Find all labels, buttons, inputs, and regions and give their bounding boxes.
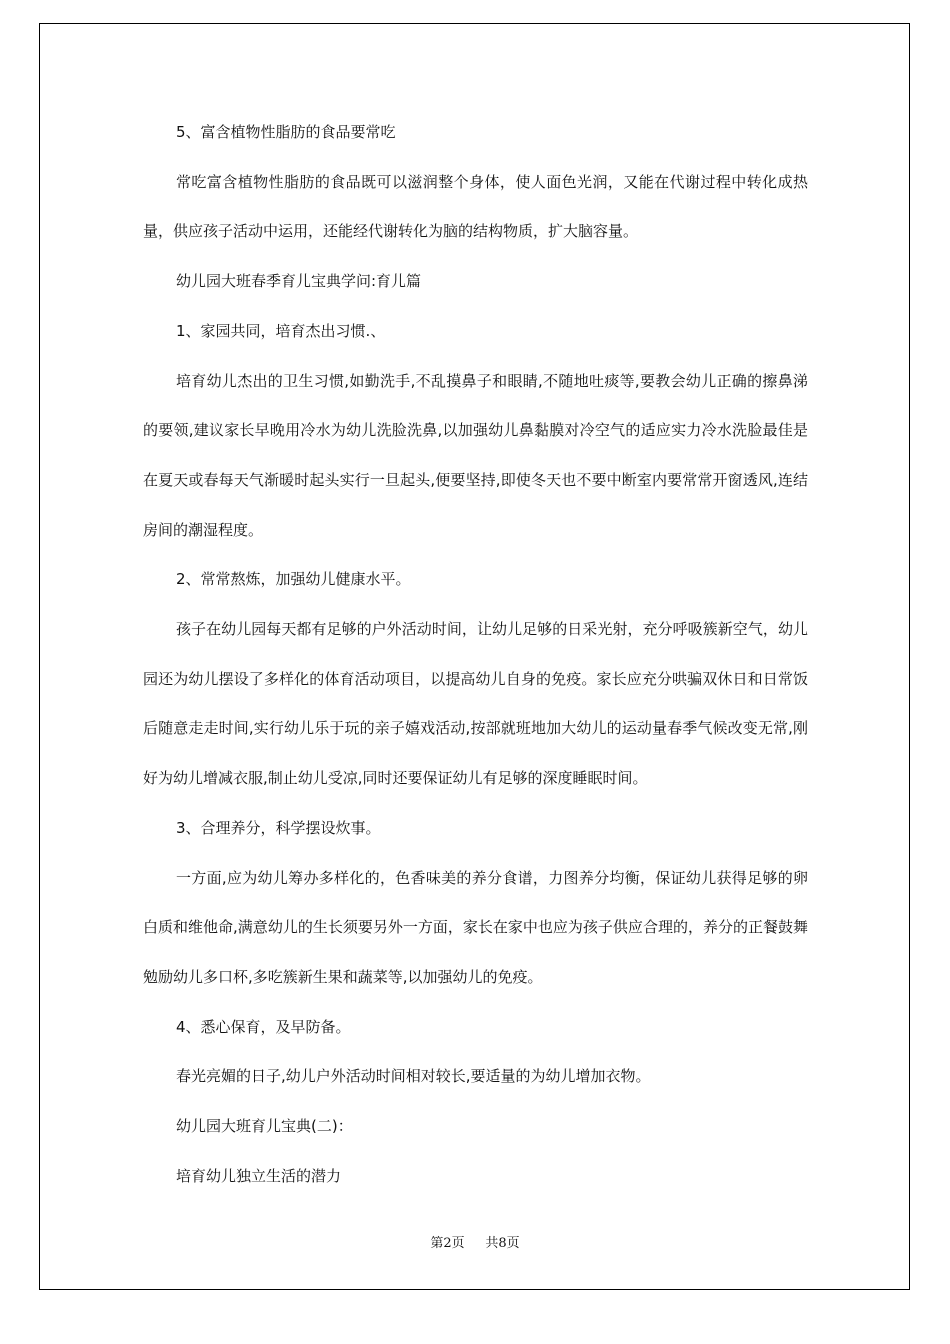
paragraph: 3、合理养分，科学摆设炊事。 [176,818,381,837]
paragraph: 常吃富含植物性脂肪的食品既可以滋润整个身体，使人面色光润，又能在代谢过程中转化成热量，供应孩子活动中运用，还能经代谢转化为脑的结构物质，扩大脑容量。 [143,172,808,241]
paragraph: 2、常常熬炼，加强幼儿健康水平。 [176,570,411,589]
paragraph: 5、富含植物性脂肪的食品要常吃 [176,123,396,141]
paragraph: 幼儿园大班育儿宝典(二)： [176,1117,353,1136]
paragraph: 1、家园共同，培育杰出习惯.、 [176,321,386,340]
paragraph: 培育幼儿独立生活的潜力 [176,1166,342,1185]
page-number-footer: 第2页 共8页 [430,1236,520,1251]
paragraph: 孩子在幼儿园每天都有足够的户外活动时间，让幼儿足够的日采光射，充分呼吸簇新空气，幼儿园还为幼儿摆设了多样化的体育活动项目，以提高幼儿自身的免疫。家长应充分哄骗双休日和日常饭后随意走走时间,实行幼儿乐于玩的亲子嬉戏活动,按部就班地加大幼儿的运动量春季气候改变无常,刚好为幼儿增减衣服,制止幼儿受凉,同时还要保证幼儿有足够的深度睡眠时间。 [143,620,808,788]
paragraph: 一方面,应为幼儿筹办多样化的，色香味美的养分食谱，力图养分均衡，保证幼儿获得足够的卵白质和维他命,满意幼儿的生长须要另外一方面，家长在家中也应为孩子供应合理的，养分的正餐鼓舞勉励幼儿多口杯,多吃簇新生果和蔬菜等,以加强幼儿的免疫。 [143,868,808,986]
paragraph: 幼儿园大班春季育儿宝典学问:育儿篇 [176,272,422,291]
paragraph: 春光亮媚的日子,幼儿户外活动时间相对较长,要适量的为幼儿增加衣物。 [176,1067,651,1086]
document-body [143,108,808,1201]
paragraph: 培育幼儿杰出的卫生习惯,如勤洗手,不乱摸鼻子和眼睛,不随地吐痰等,要教会幼儿正确的擦鼻涕的要领,建议家长早晚用冷水为幼儿洗脸洗鼻,以加强幼儿鼻黏膜对冷空气的适应实力冷水洗脸最佳是在夏天或春每天气渐暖时起头实行一旦起头,便要坚持,即使冬天也不要中断室内要常常开窗透风,连结房间的潮湿程度。 [143,371,808,539]
paragraph: 4、悉心保育，及早防备。 [176,1017,351,1036]
